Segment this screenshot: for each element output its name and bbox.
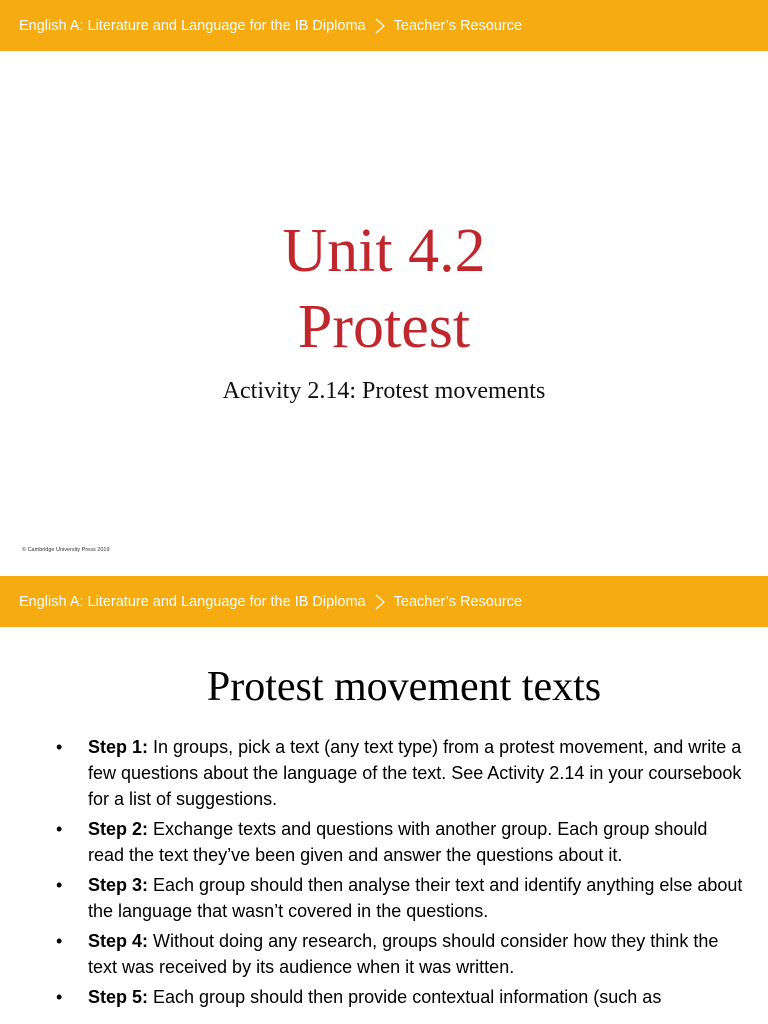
step-text: Each group should then provide contextual information (such as <box>153 987 662 1007</box>
steps-list <box>56 734 746 1014</box>
breadcrumb-section: Teacher’s Resource <box>393 17 523 34</box>
header-bar <box>0 576 768 627</box>
bullet-icon: • <box>56 819 63 839</box>
step-text: Without doing any research, groups should consider how they think the text was received by its audience when it was written. <box>88 931 719 977</box>
step-label: Step 1: <box>88 737 154 757</box>
unit-number: Unit 4.2 <box>282 217 486 285</box>
list-item <box>56 928 746 980</box>
activity-subtitle: Activity 2.14: Protest movements <box>222 378 546 404</box>
step-text: Each group should then analyse their text and identify anything else about the language that wasn’t covered in the questions. <box>88 875 743 921</box>
unit-name: Protest <box>297 293 471 361</box>
chevron-right-icon <box>375 594 385 610</box>
bullet-icon: • <box>56 875 63 895</box>
bullet-icon: • <box>56 737 63 757</box>
step-text: Exchange texts and questions with another group. Each group should read the text they’ve been given and answer the questions about it. <box>88 819 708 865</box>
page-title: Protest movement texts <box>206 664 602 710</box>
step-label: Step 4: <box>88 931 154 951</box>
breadcrumb-section: Teacher’s Resource <box>393 593 523 610</box>
list-item <box>56 816 746 868</box>
list-item <box>56 984 746 1010</box>
chevron-right-icon <box>375 18 385 34</box>
bullet-icon: • <box>56 987 63 1007</box>
bullet-icon: • <box>56 931 63 951</box>
list-item <box>56 734 746 812</box>
step-label: Step 3: <box>88 875 154 895</box>
copyright-notice: © Cambridge University Press 2019 <box>22 547 110 553</box>
book-title: English A: Literature and Language for the IB Diploma <box>19 593 366 610</box>
step-text: In groups, pick a text (any text type) from a protest movement, and write a few questions about the language of the text. See Activity 2.14 in your coursebook for a list of suggestions. <box>88 737 742 809</box>
step-label: Step 5: <box>88 987 154 1007</box>
book-title: English A: Literature and Language for the IB Diploma <box>19 17 366 34</box>
header-bar <box>0 0 768 51</box>
step-label: Step 2: <box>88 819 154 839</box>
list-item <box>56 872 746 924</box>
